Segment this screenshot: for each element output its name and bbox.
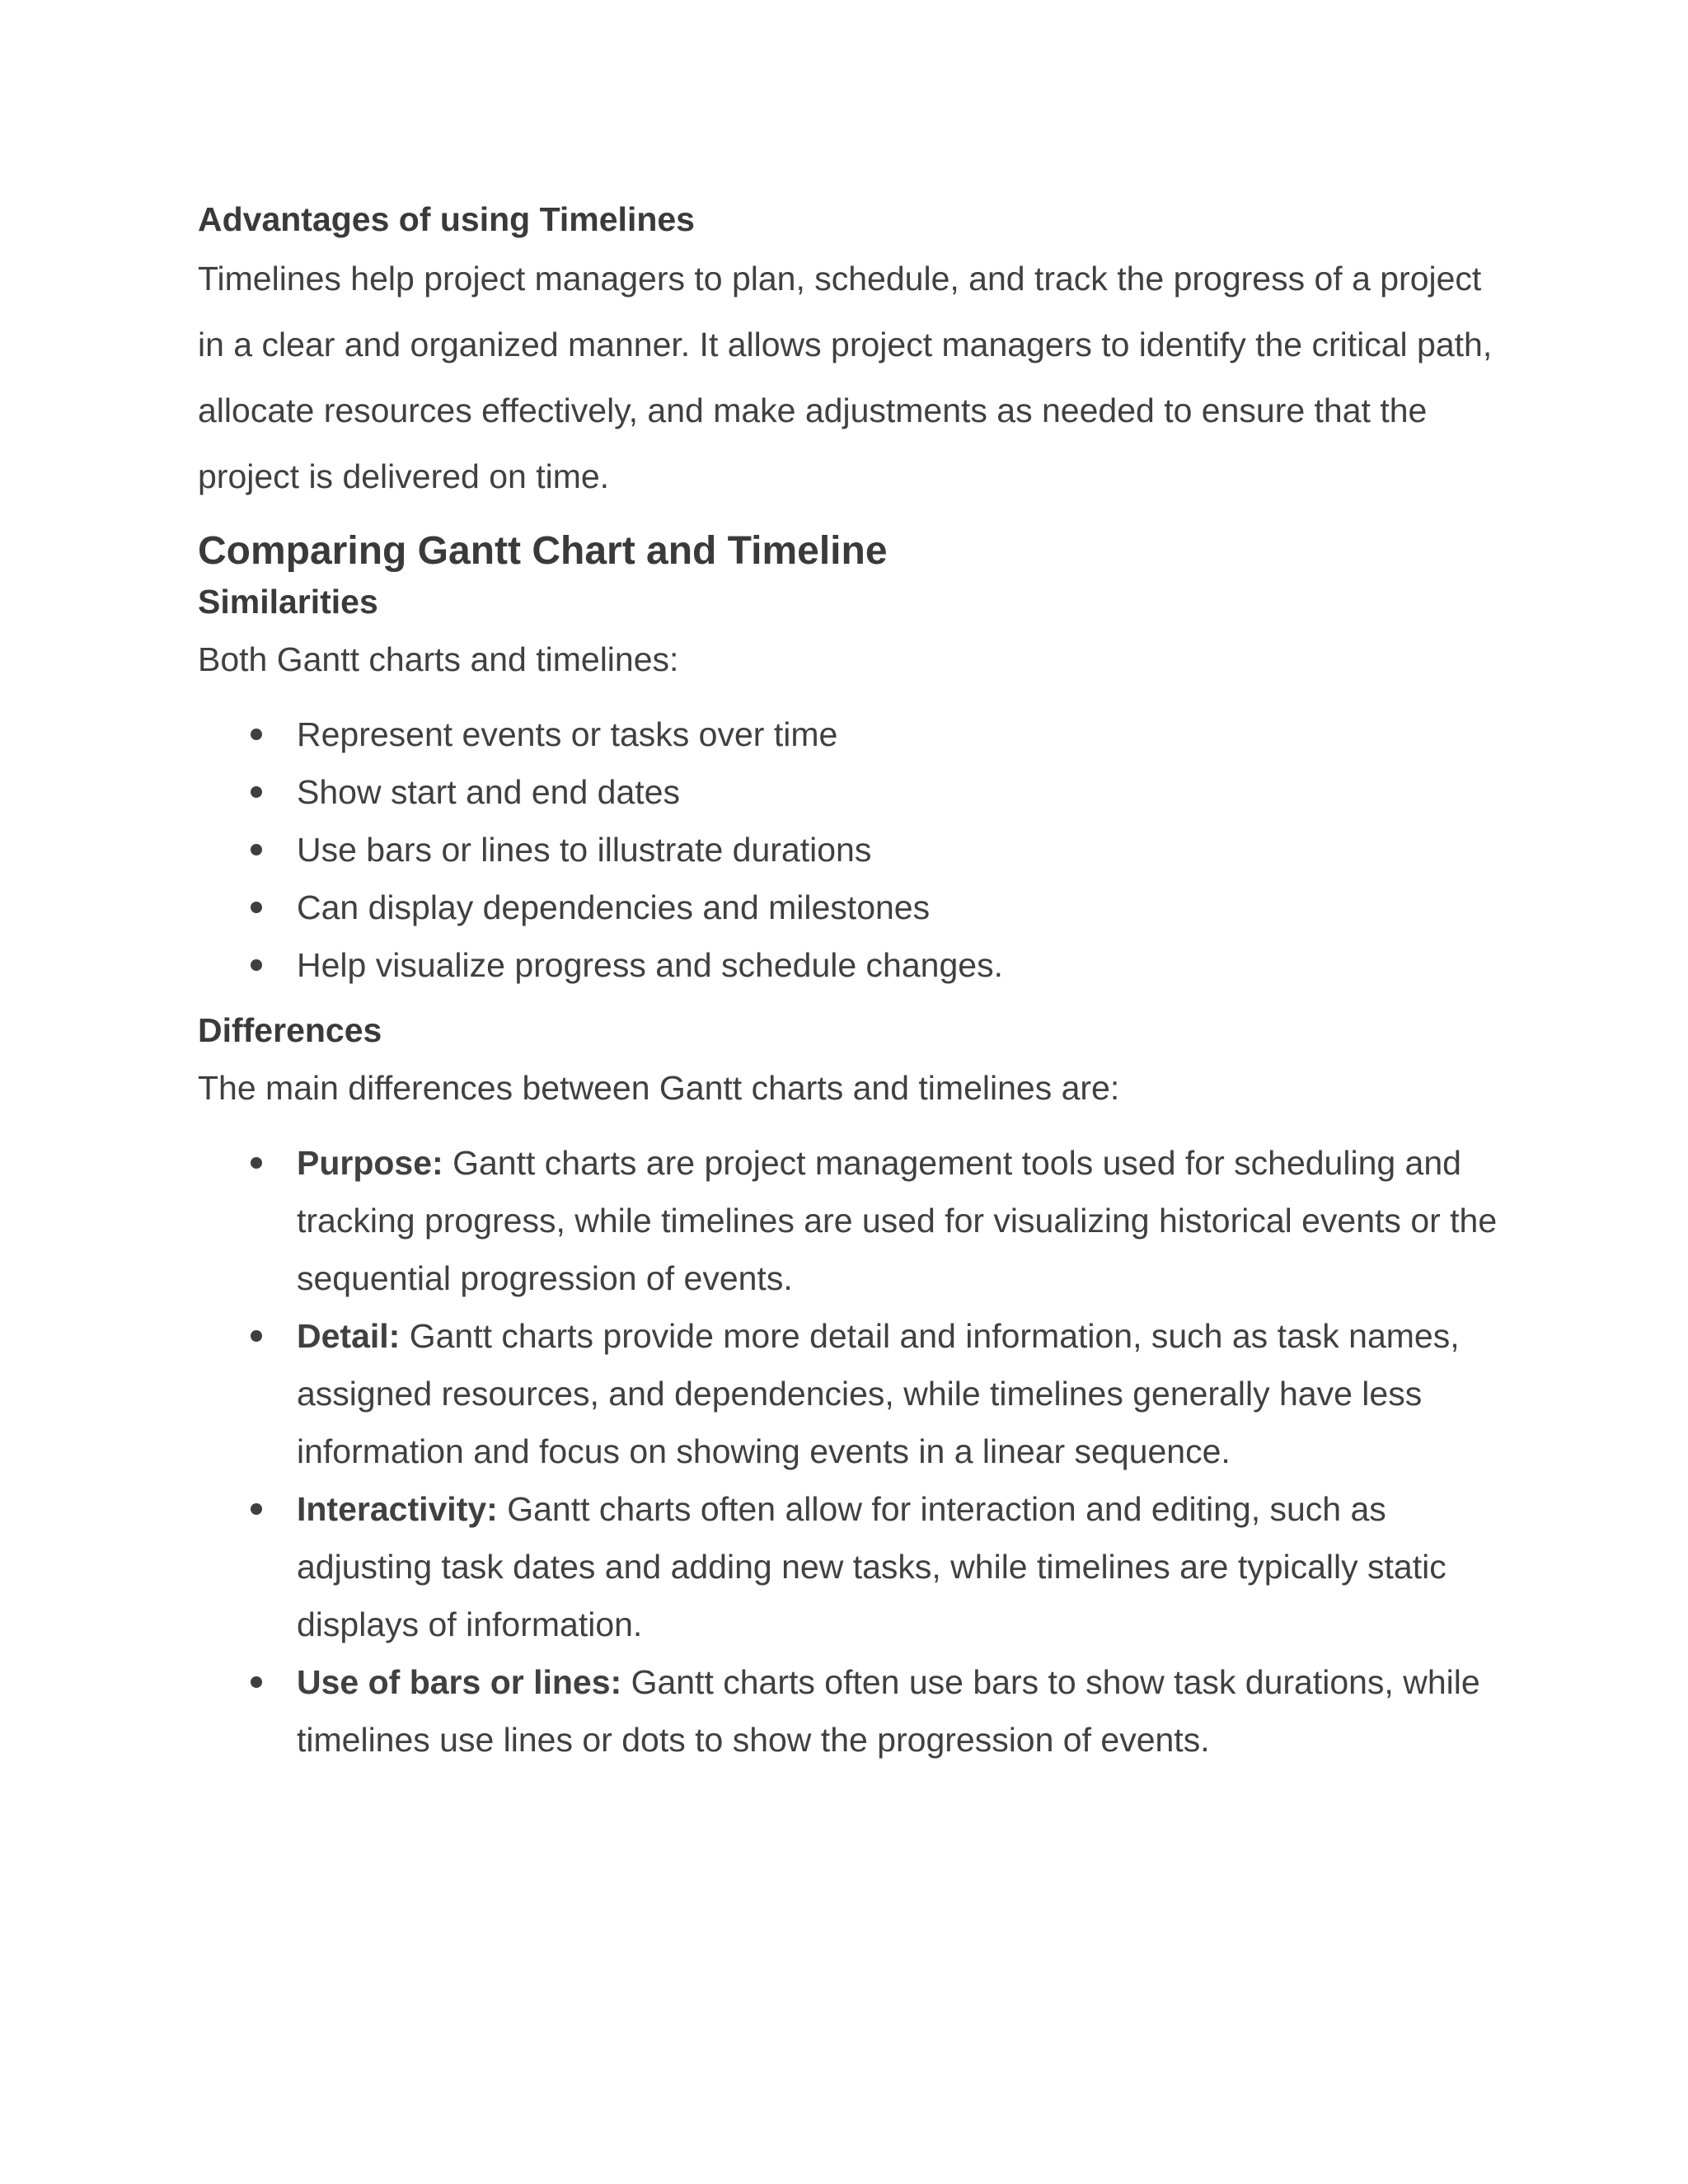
list-item-text: Can display dependencies and milestones [297, 888, 931, 926]
differences-list [198, 1134, 1517, 1769]
differences-heading: Differences [198, 1011, 382, 1049]
similarities-heading: Similarities [198, 583, 378, 621]
bullet-icon [251, 786, 262, 798]
document-page [198, 196, 1517, 1769]
similarities-intro: Both Gantt charts and timelines: [198, 640, 679, 678]
list-item [198, 1134, 1517, 1307]
list-item-term: Interactivity: [297, 1490, 498, 1528]
list-item [198, 763, 1517, 821]
list-item [198, 821, 1517, 879]
list-item [198, 1307, 1517, 1480]
bullet-icon [251, 844, 262, 855]
comparison-heading: Comparing Gantt Chart and Timeline [198, 529, 888, 573]
bullet-icon [251, 1503, 262, 1515]
bullet-icon [251, 902, 262, 913]
bullet-icon [251, 1157, 262, 1169]
list-item [198, 1653, 1517, 1769]
list-item-term: Purpose: [297, 1144, 443, 1182]
similarities-list [198, 705, 1517, 994]
bullet-icon [251, 959, 262, 971]
list-item [198, 1480, 1517, 1653]
bullet-icon [251, 1676, 262, 1688]
list-item-text: Gantt charts often allow for interaction and editing, such as adjusting task dates and adding new tasks, while timelines are typically static displays of information. [297, 1490, 1447, 1643]
differences-intro: The main differences between Gantt charts and timelines are: [198, 1069, 1120, 1107]
advantages-heading: Advantages of using Timelines [198, 200, 695, 238]
list-item-text: Gantt charts are project management tools used for scheduling and tracking progress, while timelines are used for visualizing historical events or the sequential progression of events. [297, 1144, 1498, 1297]
list-item-text: Gantt charts often use bars to show task durations, while timelines use lines or dots to show the progression of events. [297, 1663, 1480, 1759]
bullet-icon [251, 729, 262, 740]
list-item-term: Use of bars or lines: [297, 1663, 622, 1701]
list-item-text: Use bars or lines to illustrate durations [297, 831, 872, 869]
list-item-term: Detail: [297, 1317, 401, 1355]
list-item [198, 936, 1517, 994]
list-item [198, 705, 1517, 763]
list-item-text: Help visualize progress and schedule changes. [297, 946, 1003, 984]
list-item [198, 879, 1517, 936]
advantages-paragraph: Timelines help project managers to plan, schedule, and track the progress of a project in a clear and organized manner. It allows project managers to identify the critical path, allocate resources effectively, and make adjustments as needed to ensure that the project is delivered on time. [198, 260, 1493, 495]
list-item-text: Gantt charts provide more detail and information, such as task names, assigned resources, and dependencies, while timelines generally have less information and focus on showing events in a linear sequence. [297, 1317, 1460, 1470]
list-item-text: Show start and end dates [297, 773, 680, 811]
bullet-icon [251, 1330, 262, 1342]
list-item-text: Represent events or tasks over time [297, 715, 838, 753]
